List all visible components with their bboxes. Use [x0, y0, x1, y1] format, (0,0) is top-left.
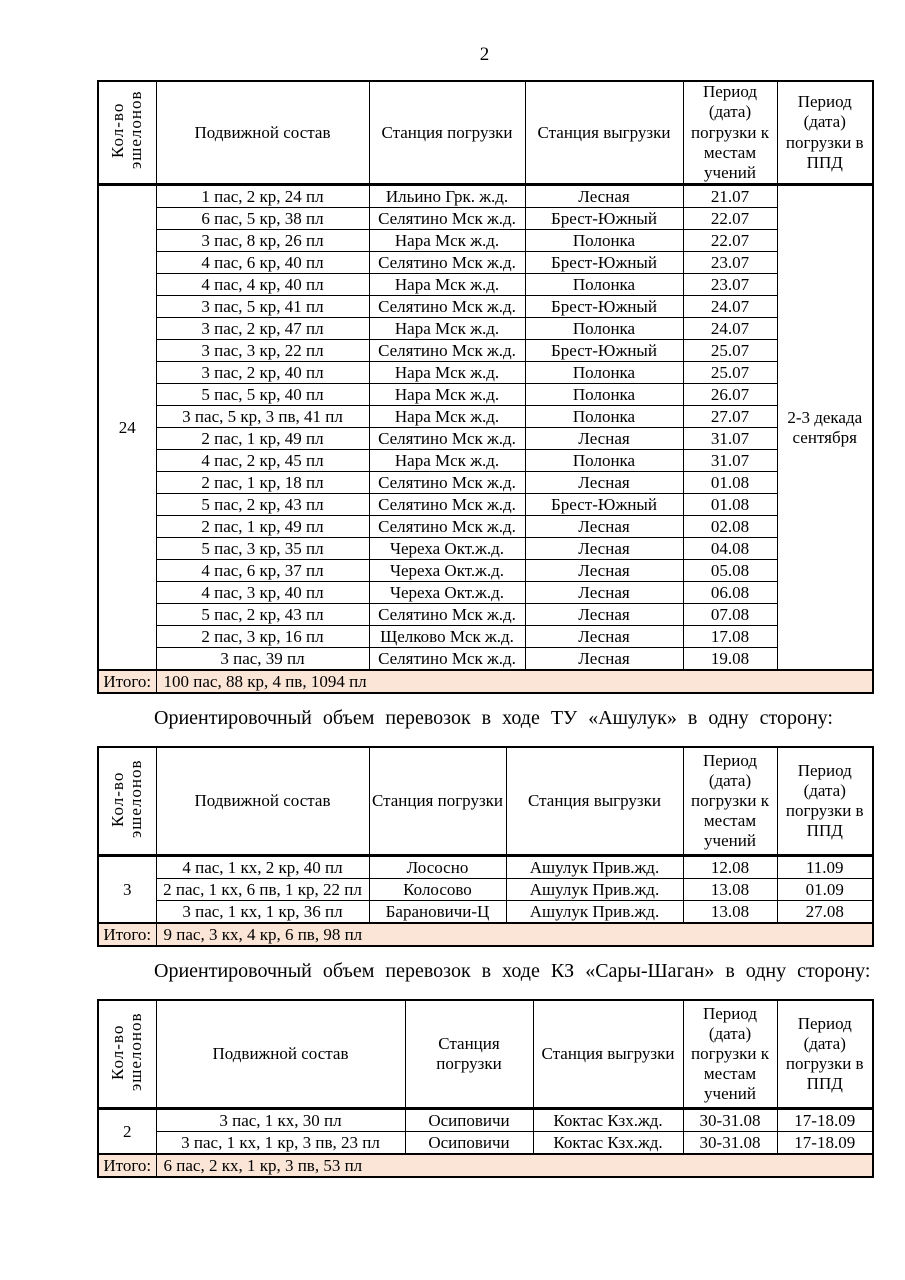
- loading-station-cell: Селятино Мск ж.д.: [369, 604, 525, 626]
- header-row: [98, 81, 873, 185]
- unloading-station-cell: Коктас Кзх.жд.: [533, 1132, 683, 1155]
- period-ppd-cell: 27.08: [777, 901, 873, 924]
- period-exercise-cell: 07.08: [683, 604, 777, 626]
- rolling-stock-cell: 3 пас, 5 кр, 3 пв, 41 пл: [156, 406, 369, 428]
- rolling-stock-cell: 4 пас, 4 кр, 40 пл: [156, 274, 369, 296]
- unloading-station-cell: Полонка: [525, 362, 683, 384]
- col-header-loading-station: Станция погрузки: [405, 1000, 533, 1109]
- echelon-count-cell: 24: [98, 185, 156, 671]
- col-header-loading-station: Станция погрузки: [369, 747, 506, 856]
- period-ppd-cell: 17-18.09: [777, 1132, 873, 1155]
- total-value-cell: 6 пас, 2 кх, 1 кр, 3 пв, 53 пл: [156, 1154, 873, 1177]
- col-header-period-exercise: Период (дата) погрузки к местам учений: [683, 747, 777, 856]
- table-row: [98, 648, 873, 671]
- period-exercise-cell: 23.07: [683, 274, 777, 296]
- col-header-echelon-count: [98, 1000, 156, 1109]
- transport-table-ashuluk: [97, 746, 874, 947]
- rolling-stock-cell: 3 пас, 2 кр, 47 пл: [156, 318, 369, 340]
- unloading-station-cell: Полонка: [525, 274, 683, 296]
- col-header-unloading-station: Станция выгрузки: [533, 1000, 683, 1109]
- col-header-rolling-stock: Подвижной состав: [156, 1000, 405, 1109]
- unloading-station-cell: Лесная: [525, 604, 683, 626]
- table-row: [98, 274, 873, 296]
- table-row: [98, 296, 873, 318]
- table-row: [98, 582, 873, 604]
- period-exercise-cell: 22.07: [683, 208, 777, 230]
- period-exercise-cell: 13.08: [683, 879, 777, 901]
- unloading-station-cell: Брест-Южный: [525, 252, 683, 274]
- table-row: [98, 185, 873, 208]
- rolling-stock-cell: 3 пас, 2 кр, 40 пл: [156, 362, 369, 384]
- unloading-station-cell: Полонка: [525, 450, 683, 472]
- loading-station-cell: Лососно: [369, 856, 506, 879]
- period-exercise-cell: 05.08: [683, 560, 777, 582]
- table-sary-shagan-header: [98, 1000, 873, 1109]
- table-row: [98, 230, 873, 252]
- period-exercise-cell: 25.07: [683, 362, 777, 384]
- unloading-station-cell: Полонка: [525, 318, 683, 340]
- loading-station-cell: Череха Окт.ж.д.: [369, 538, 525, 560]
- table-row: [98, 362, 873, 384]
- table-row: [98, 516, 873, 538]
- period-exercise-cell: 24.07: [683, 296, 777, 318]
- col-header-period-exercise: Период (дата) погрузки к местам учений: [683, 1000, 777, 1109]
- loading-station-cell: Селятино Мск ж.д.: [369, 648, 525, 671]
- rolling-stock-cell: 5 пас, 2 кр, 43 пл: [156, 604, 369, 626]
- total-row: [98, 923, 873, 946]
- rolling-stock-cell: 2 пас, 3 кр, 16 пл: [156, 626, 369, 648]
- unloading-station-cell: Ашулук Прив.жд.: [506, 879, 683, 901]
- period-exercise-cell: 01.08: [683, 494, 777, 516]
- period-ppd-cell: 11.09: [777, 856, 873, 879]
- unloading-station-cell: Лесная: [525, 185, 683, 208]
- table-row: [98, 626, 873, 648]
- unloading-station-cell: Полонка: [525, 230, 683, 252]
- period-ppd-cell: 01.09: [777, 879, 873, 901]
- header-row: [98, 1000, 873, 1109]
- col-header-period-ppd: Период (дата) погрузки в ППД: [777, 81, 873, 185]
- loading-station-cell: Селятино Мск ж.д.: [369, 340, 525, 362]
- col-header-unloading-station: Станция выгрузки: [506, 747, 683, 856]
- unloading-station-cell: Брест-Южный: [525, 494, 683, 516]
- transport-table-sary-shagan: [97, 999, 874, 1178]
- echelon-count-cell: 2: [98, 1109, 156, 1155]
- table-row: [98, 472, 873, 494]
- unloading-station-cell: Ашулук Прив.жд.: [506, 901, 683, 924]
- unloading-station-cell: Лесная: [525, 428, 683, 450]
- col-header-period-ppd: Период (дата) погрузки в ППД: [777, 1000, 873, 1109]
- unloading-station-cell: Брест-Южный: [525, 208, 683, 230]
- rolling-stock-cell: 2 пас, 1 кр, 49 пл: [156, 516, 369, 538]
- rolling-stock-cell: 3 пас, 1 кх, 1 кр, 36 пл: [156, 901, 369, 924]
- table-row: [98, 856, 873, 879]
- table-row: [98, 494, 873, 516]
- unloading-station-cell: Полонка: [525, 384, 683, 406]
- table-row: [98, 1132, 873, 1155]
- period-exercise-cell: 22.07: [683, 230, 777, 252]
- total-label-cell: Итого:: [98, 670, 156, 693]
- col-header-period-exercise: Период (дата) погрузки к местам учений: [683, 81, 777, 185]
- loading-station-cell: Ильино Грк. ж.д.: [369, 185, 525, 208]
- loading-station-cell: Осиповичи: [405, 1109, 533, 1132]
- table-row: [98, 879, 873, 901]
- col-header-echelon-count: [98, 747, 156, 856]
- period-exercise-cell: 12.08: [683, 856, 777, 879]
- rolling-stock-cell: 3 пас, 1 кх, 30 пл: [156, 1109, 405, 1132]
- table-row: [98, 208, 873, 230]
- table-main-body: [98, 185, 873, 671]
- unloading-station-cell: Лесная: [525, 560, 683, 582]
- rolling-stock-cell: 4 пас, 6 кр, 37 пл: [156, 560, 369, 582]
- echelon-count-vertical-label: Кол-во эшелонов: [108, 759, 146, 838]
- total-label-cell: Итого:: [98, 1154, 156, 1177]
- table-row: [98, 318, 873, 340]
- rolling-stock-cell: 4 пас, 1 кх, 2 кр, 40 пл: [156, 856, 369, 879]
- period-ppd-cell: 17-18.09: [777, 1109, 873, 1132]
- period-exercise-cell: 31.07: [683, 450, 777, 472]
- paragraph-ashuluk: Ориентировочный объем перевозок в ходе ТУ «Ашулук» в одну сторону:: [154, 707, 833, 730]
- rolling-stock-cell: 5 пас, 5 кр, 40 пл: [156, 384, 369, 406]
- table-row: [98, 340, 873, 362]
- table-row: [98, 1109, 873, 1132]
- page-number: 2: [479, 44, 490, 65]
- loading-station-cell: Череха Окт.ж.д.: [369, 560, 525, 582]
- loading-station-cell: Нара Мск ж.д.: [369, 230, 525, 252]
- period-exercise-cell: 02.08: [683, 516, 777, 538]
- table-ashuluk-body: [98, 856, 873, 924]
- echelon-count-vertical-label: Кол-во эшелонов: [108, 90, 146, 170]
- period-exercise-cell: 24.07: [683, 318, 777, 340]
- period-exercise-cell: 30-31.08: [683, 1132, 777, 1155]
- table-sary-shagan-body: [98, 1109, 873, 1155]
- unloading-station-cell: Брест-Южный: [525, 296, 683, 318]
- rolling-stock-cell: 5 пас, 2 кр, 43 пл: [156, 494, 369, 516]
- total-value-cell: 9 пас, 3 кх, 4 кр, 6 пв, 98 пл: [156, 923, 873, 946]
- loading-station-cell: Барановичи-Ц: [369, 901, 506, 924]
- unloading-station-cell: Ашулук Прив.жд.: [506, 856, 683, 879]
- unloading-station-cell: Лесная: [525, 648, 683, 671]
- unloading-station-cell: Коктас Кзх.жд.: [533, 1109, 683, 1132]
- loading-station-cell: Щелково Мск ж.д.: [369, 626, 525, 648]
- period-exercise-cell: 26.07: [683, 384, 777, 406]
- col-header-period-ppd: Период (дата) погрузки в ППД: [777, 747, 873, 856]
- table-row: [98, 252, 873, 274]
- table-row: [98, 428, 873, 450]
- unloading-station-cell: Лесная: [525, 582, 683, 604]
- col-header-loading-station: Станция погрузки: [369, 81, 525, 185]
- period-exercise-cell: 17.08: [683, 626, 777, 648]
- period-exercise-cell: 27.07: [683, 406, 777, 428]
- rolling-stock-cell: 2 пас, 1 кх, 6 пв, 1 кр, 22 пл: [156, 879, 369, 901]
- loading-station-cell: Селятино Мск ж.д.: [369, 208, 525, 230]
- period-exercise-cell: 23.07: [683, 252, 777, 274]
- period-exercise-cell: 19.08: [683, 648, 777, 671]
- total-label-cell: Итого:: [98, 923, 156, 946]
- period-exercise-cell: 06.08: [683, 582, 777, 604]
- echelon-count-vertical-label: Кол-во эшелонов: [108, 1012, 146, 1091]
- col-header-rolling-stock: Подвижной состав: [156, 81, 369, 185]
- col-header-echelon-count: [98, 81, 156, 185]
- unloading-station-cell: Брест-Южный: [525, 340, 683, 362]
- total-row: [98, 670, 873, 693]
- loading-station-cell: Селятино Мск ж.д.: [369, 472, 525, 494]
- loading-station-cell: Нара Мск ж.д.: [369, 384, 525, 406]
- loading-station-cell: Нара Мск ж.д.: [369, 362, 525, 384]
- loading-station-cell: Селятино Мск ж.д.: [369, 296, 525, 318]
- unloading-station-cell: Лесная: [525, 626, 683, 648]
- table-row: [98, 406, 873, 428]
- period-exercise-cell: 13.08: [683, 901, 777, 924]
- total-row: [98, 1154, 873, 1177]
- rolling-stock-cell: 3 пас, 39 пл: [156, 648, 369, 671]
- col-header-rolling-stock: Подвижной состав: [156, 747, 369, 856]
- rolling-stock-cell: 5 пас, 3 кр, 35 пл: [156, 538, 369, 560]
- period-exercise-cell: 31.07: [683, 428, 777, 450]
- period-ppd-cell: 2-3 декада сентября: [777, 185, 873, 671]
- paragraph-sary-shagan: Ориентировочный объем перевозок в ходе КЗ «Сары-Шаган» в одну сторону:: [154, 960, 871, 983]
- table-main-header: [98, 81, 873, 185]
- loading-station-cell: Осиповичи: [405, 1132, 533, 1155]
- rolling-stock-cell: 3 пас, 1 кх, 1 кр, 3 пв, 23 пл: [156, 1132, 405, 1155]
- col-header-unloading-station: Станция выгрузки: [525, 81, 683, 185]
- period-exercise-cell: 04.08: [683, 538, 777, 560]
- rolling-stock-cell: 4 пас, 6 кр, 40 пл: [156, 252, 369, 274]
- echelon-count-cell: 3: [98, 856, 156, 924]
- loading-station-cell: Колосово: [369, 879, 506, 901]
- rolling-stock-cell: 4 пас, 3 кр, 40 пл: [156, 582, 369, 604]
- unloading-station-cell: Лесная: [525, 516, 683, 538]
- loading-station-cell: Селятино Мск ж.д.: [369, 252, 525, 274]
- rolling-stock-cell: 3 пас, 3 кр, 22 пл: [156, 340, 369, 362]
- loading-station-cell: Селятино Мск ж.д.: [369, 428, 525, 450]
- rolling-stock-cell: 2 пас, 1 кр, 49 пл: [156, 428, 369, 450]
- rolling-stock-cell: 2 пас, 1 кр, 18 пл: [156, 472, 369, 494]
- loading-station-cell: Нара Мск ж.д.: [369, 274, 525, 296]
- period-exercise-cell: 30-31.08: [683, 1109, 777, 1132]
- unloading-station-cell: Лесная: [525, 538, 683, 560]
- unloading-station-cell: Лесная: [525, 472, 683, 494]
- table-row: [98, 560, 873, 582]
- table-row: [98, 901, 873, 924]
- table-row: [98, 604, 873, 626]
- loading-station-cell: Нара Мск ж.д.: [369, 450, 525, 472]
- table-row: [98, 450, 873, 472]
- total-value-cell: 100 пас, 88 кр, 4 пв, 1094 пл: [156, 670, 873, 693]
- period-exercise-cell: 01.08: [683, 472, 777, 494]
- rolling-stock-cell: 3 пас, 8 кр, 26 пл: [156, 230, 369, 252]
- table-ashuluk-header: [98, 747, 873, 856]
- header-row: [98, 747, 873, 856]
- table-row: [98, 384, 873, 406]
- rolling-stock-cell: 3 пас, 5 кр, 41 пл: [156, 296, 369, 318]
- table-row: [98, 538, 873, 560]
- rolling-stock-cell: 6 пас, 5 кр, 38 пл: [156, 208, 369, 230]
- loading-station-cell: Селятино Мск ж.д.: [369, 494, 525, 516]
- rolling-stock-cell: 1 пас, 2 кр, 24 пл: [156, 185, 369, 208]
- period-exercise-cell: 25.07: [683, 340, 777, 362]
- unloading-station-cell: Полонка: [525, 406, 683, 428]
- loading-station-cell: Селятино Мск ж.д.: [369, 516, 525, 538]
- rolling-stock-cell: 4 пас, 2 кр, 45 пл: [156, 450, 369, 472]
- transport-table-main: [97, 80, 874, 694]
- period-exercise-cell: 21.07: [683, 185, 777, 208]
- loading-station-cell: Нара Мск ж.д.: [369, 318, 525, 340]
- loading-station-cell: Нара Мск ж.д.: [369, 406, 525, 428]
- loading-station-cell: Череха Окт.ж.д.: [369, 582, 525, 604]
